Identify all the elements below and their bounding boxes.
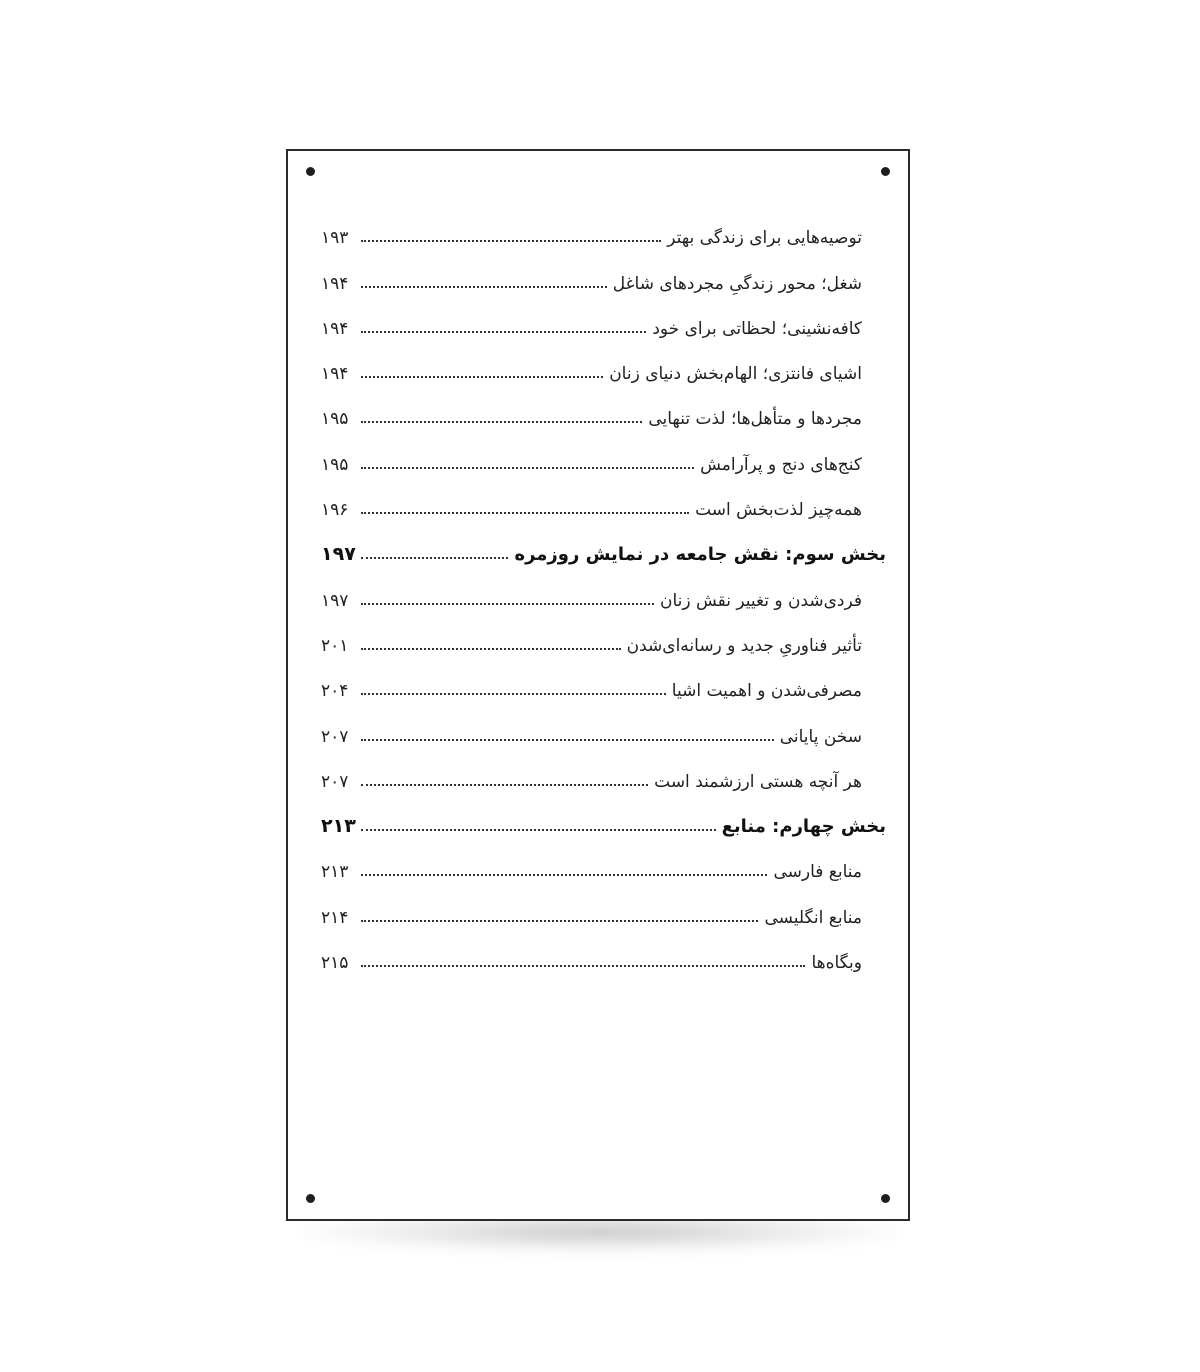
toc-entry [321,429,886,474]
toc-entry-page: ۲۰۴ [321,681,349,702]
toc-entry-page: ۲۰۷ [321,726,349,747]
toc-entry [321,384,886,429]
toc-entry [321,928,886,973]
dot-leader [361,603,654,605]
binding-hole-top-left [306,167,315,176]
toc-entry [321,339,886,384]
toc-entry-title: سخن پایانی [779,726,862,747]
toc-section-title: بخش چهارم: منابع [721,816,886,838]
toc-entry [321,837,886,882]
toc-section-page: ۱۹۷ [321,543,356,566]
binding-hole-bottom-right [881,1194,890,1203]
dot-leader [361,920,758,922]
dot-leader [361,331,646,333]
dot-leader [361,965,805,967]
toc-entry-title: همه‌چیز لذت‌بخش است [695,500,862,521]
dot-leader [361,286,607,288]
toc-entry [321,656,886,701]
toc-entry-page: ۲۰۱ [321,635,349,656]
dot-leader [361,512,689,514]
toc-entry-page: ۱۹۳ [321,228,349,249]
toc-entry-page: ۱۹۴ [321,318,349,339]
toc-section-heading [321,792,886,837]
dot-leader [361,240,661,242]
toc-entry-title: منابع فارسی [773,862,862,883]
dot-leader [361,648,621,650]
toc-section-heading [321,520,886,565]
dot-leader [361,739,774,741]
toc-entry-title: مجردها و متأهل‌ها؛ لذت تنهایی [648,409,862,430]
toc-entry-page: ۲۰۷ [321,771,349,792]
toc-entry [321,747,886,792]
toc-entry-page: ۲۱۳ [321,862,349,883]
toc-entry [321,203,886,248]
toc-entry [321,882,886,927]
toc-entry-title: مصرفی‌شدن و اهمیت اشیا [671,681,862,702]
dot-leader [361,874,767,876]
toc-entry-title: هر آنچه هستی ارزشمند است [654,771,862,792]
binding-hole-bottom-left [306,1194,315,1203]
toc-entry [321,611,886,656]
dot-leader [361,376,603,378]
binding-hole-top-right [881,167,890,176]
toc-entry-title: تأثیر فناوریِ جدید و رسانه‌ای‌شدن [626,635,862,656]
dot-leader [361,421,642,423]
book-page [286,149,910,1221]
table-of-contents [321,203,886,973]
dot-leader [361,784,648,786]
toc-entry-title: اشیای فانتزی؛ الهام‌بخش دنیای زنان [609,364,862,385]
toc-entry [321,248,886,293]
toc-entry-title: فردی‌شدن و تغییر نقش زنان [659,590,862,611]
toc-entry-page: ۱۹۶ [321,500,349,521]
toc-entry [321,701,886,746]
toc-entry-title: کنج‌های دنج و پرآرامش [700,454,862,475]
dot-leader [361,693,666,695]
toc-entry-page: ۱۹۴ [321,364,349,385]
toc-entry [321,475,886,520]
toc-entry-title: وبگاه‌ها [811,953,862,974]
toc-section-page: ۲۱۳ [321,815,356,838]
toc-entry-page: ۱۹۵ [321,454,349,475]
toc-entry-page: ۱۹۷ [321,590,349,611]
toc-section-title: بخش سوم: نقش جامعه در نمایش روزمره [514,544,886,566]
toc-entry-page: ۲۱۴ [321,907,349,928]
toc-entry-title: منابع انگلیسی [764,907,862,928]
toc-entry [321,294,886,339]
dot-leader [361,557,508,559]
toc-entry-title: شغل؛ محور زندگیِ مجردهای شاغل [612,273,862,294]
dot-leader [361,467,694,469]
toc-entry-page: ۱۹۴ [321,273,349,294]
toc-entry-page: ۲۱۵ [321,953,349,974]
toc-entry [321,565,886,610]
toc-entry-title: کافه‌نشینی؛ لحظاتی برای خود [652,318,862,339]
toc-entry-page: ۱۹۵ [321,409,349,430]
toc-entry-title: توصیه‌هایی برای زندگی بهتر [667,228,862,249]
dot-leader [361,829,716,831]
